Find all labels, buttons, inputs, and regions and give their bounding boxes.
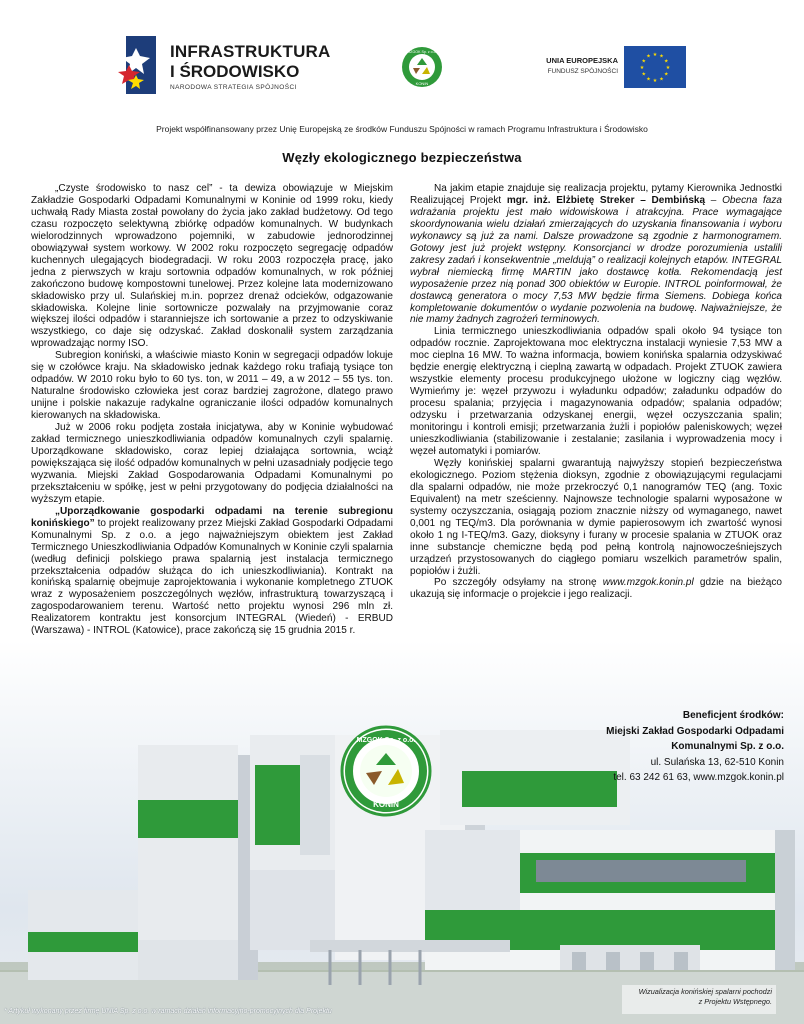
infrastruktura-logo	[118, 36, 331, 96]
article-title: Węzły ekologicznego bezpieczeństwa	[282, 150, 522, 165]
svg-text:★: ★	[641, 58, 646, 65]
mzgok-logo	[401, 46, 443, 88]
svg-text:★: ★	[652, 78, 658, 84]
left-paragraph-4	[31, 506, 393, 637]
signature-line-1: Beneficjent środków:	[682, 710, 784, 721]
right-paragraph-1-intro: Na jakim etapie znajduje się realizacja projektu, pytamy Kierownika Jednostki Realizującej Projekt	[410, 183, 782, 206]
right-paragraph-4-a: Po szczegóły odsyłamy na stronę	[434, 577, 603, 589]
facade-logo-bottom-text: KONIN	[373, 800, 399, 809]
left-paragraph-2: Subregion koniński, a właściwie miasto Konin w segregacji odpadów lokuje się w czołówce kraju. Na składowisko jednak każdego roku trafiają tysiące ton odpadów. W 2010 roku było to 60 tys. ton, w 2011 – 49, a w 2012 – 55 tys. ton. Naturalne środowisko człowieka jest coraz bardziej zagrożone, dlatego prawo unijne i polskie nakazuje radykalne ograniczanie ilości odpadów komunalnych kierowanych na składowiska.	[31, 350, 393, 422]
signature-address: ul. Sulańska 13, 62-510 Konin	[650, 756, 784, 768]
svg-text:★: ★	[646, 76, 651, 83]
caption-line-2: z Projektu Wstępnego.	[698, 997, 772, 1006]
svg-text:★: ★	[664, 58, 669, 65]
right-paragraph-3: Węzły konińskiej spalarni gwarantują najwyższy stopień bezpieczeństwa ekologicznego. Poziom stężenia dioksyn, zgodnie z obowiązującymi regulacjami dla spalarni odpadów, nie może przekroczyć 0,1 nanogramów TEQ (ang. Toxic Equivalent) na metr sześcienny. Najnowsze technologie spalarni wyposażone w systemy oczyszczania, osiągają poziom znacznie niższy od wymaganego, nawet 0,001 ng TEQ/m3. Dla porównania w dymie papierosowym ich zwartość wynosi około 1 ng I-TEQ/m3. Gazy, dioksyny i furany w procesie spalania w ZTUOK oraz inne substancje chemiczne będą pod pełną kontrolą najnowocześniejszych urządzeń przystosowanych do ciągłego pomiaru wszelkich parametrów spalin, popiołów i żużli.	[410, 457, 782, 577]
right-paragraph-2: Linia termicznego unieszkodliwiania odpadów spali około 94 tysiące ton odpadów rocznie. Zaprojektowana moc elektryczna instalacji wyniesie 7,53 MW a moc cieplna 16 MW. To ważna informacja, bowiem konińska spalarnia odzyskiwać będzie energię elektryczną i cieplną zawartą w odpadach. Projekt ZTUOK zawiera wszystkie elementy procesu produkcyjnego ułożone w logiczny ciąg węzłów. Wymieńmy je: węzeł przywozu i wyładunku odpadów; załadunku odpadów do procesu spalania; przyjęcia i magazynowania odpadów; spalania odpadów; odzysku i przetwarzania odzyskanej energii, węzeł oczyszczania spalin; monitoringu i kontroli emisji; przetwarzania żużli i popiołów paleniskowych; węzeł unieszkodliwiania (stabilizowanie i zestalanie; zasilania i wyprowadzenia mocy i węzeł automatyki i pomiarów.	[410, 326, 782, 457]
signature-line-2: Miejski Zakład Gospodarki Odpadami	[606, 725, 784, 737]
eu-flag-icon	[624, 46, 686, 88]
mzgok-logo-bottom-text: KONIN	[415, 81, 429, 86]
logo-left-line3: NARODOWA STRATEGIA SPÓJNOŚCI	[170, 84, 297, 91]
svg-text:★: ★	[646, 53, 651, 60]
right-paragraph-1	[410, 183, 782, 326]
left-paragraph-3: Już w 2006 roku podjęta została inicjatywa, aby w Koninie wybudować zakład termicznego unieszkodliwiania odpadów komunalnych czyli spalarnię. Uporządkowane składowisko, coraz lepiej działająca sortownia, wciąż powiększająca się ilość odpadów komunalnych w pełni uzasadniały podjęcie tego wyzwania. Miejski Zakład Gospodarowania Odpadami Komunalnymi po przekształceniu w spółkę, jest w pełni przygotowany do podjęcia działalności na wyższym etapie.	[31, 422, 393, 505]
svg-text:★: ★	[659, 76, 664, 83]
signature-contact: tel. 63 242 61 63, www.mzgok.konin.pl	[613, 772, 784, 783]
cofinancing-note: Projekt współfinansowany przez Unię Europejską ze środków Funduszu Spójności w ramach Programu Infrastruktura i Środowisko	[156, 124, 648, 134]
right-paragraph-4	[410, 577, 782, 601]
beneficiary-signature	[606, 708, 784, 786]
eu-logo-line1: UNIA EUROPEJSKA	[546, 56, 618, 65]
svg-text:★: ★	[659, 53, 664, 60]
signature-line-3: Komunalnymi Sp. z o.o.	[671, 741, 784, 752]
interviewee-name: mgr. inż. Elżbietę Streker – Dembińską	[506, 194, 706, 206]
visualization-caption	[622, 985, 776, 1014]
logo-left-line2: I ŚRODOWISKO	[170, 62, 300, 81]
incinerator-visualization	[0, 640, 804, 1024]
right-column	[410, 183, 782, 601]
eu-logo-line2: FUNDUSZ SPÓJNOŚCI	[547, 68, 618, 75]
svg-text:★: ★	[641, 71, 646, 78]
website-link[interactable]: www.mzgok.konin.pl	[602, 577, 694, 589]
svg-text:★: ★	[665, 65, 671, 71]
svg-text:★: ★	[664, 71, 669, 78]
project-name: „Uporządkowanie gospodarki odpadami na terenie subregionu konińskiego”	[31, 505, 393, 529]
left-paragraph-1: „Czyste środowisko to nasz cel” - ta dewiza obowiązuje w Miejskim Zakładzie Gospodarki Odpadami Komunalnymi w Koninie od 1999 roku, kiedy uchwałą Rady Miasta został powołany do życia jako zakład budżetowy. Od tego czasu rozpoczęto selektywną zbiórkę odpadów komunalnych. W budynkach wielorodzinnych wprowadzono pojemniki, w zabudowie jednorodzinnej obowiązywał system workowy. W 2002 roku rozpoczęto segregację odpadów kuchennych ulegających biodegradacji. W roku 2003 rozpoczęła pracę, jako jedna z pierwszych w kraju sortownia odpadów komunalnych, w rok później zakończono budowę kompostowni tunelowej. Przez kolejne lata modernizowano składowisko przy ul. Sulańskiej m.in. poprzez drenaż odcieków, odgazowanie składowiska. Kolejne linie sortownicze pozwalały na przyjmowanie coraz większej ilości odpadów i staranniejsze ich sortowanie a przez to odzyskiwanie wszystkiego, co daje się odzyskać. Zakład doskonalił system zarządzania wprowadzając normy ISO.	[31, 183, 393, 350]
mzgok-logo-top-text: MZGOK Sp. z o.o.	[407, 49, 437, 54]
mzgok-facade-logo	[340, 725, 432, 817]
left-column	[31, 183, 393, 637]
logo-left-line1: INFRASTRUKTURA	[170, 42, 331, 61]
facade-logo-top-text: MZGOK Sp. z o.o.	[356, 737, 416, 744]
left-paragraph-4-text: to projekt realizowany przez Miejski Zakład Gospodarki Odpadami Komunalnymi Sp. z o.o. a jego najważniejszym obiektem jest Zakład Termicznego Unieszkodliwiania Odpadów Komunalnych w Koninie czyli spalarnia (według definicji polskiego prawa spalarnią jest instalacja termicznego przekształcenia odpadów służąca do ich unieszkodliwiania). Kontrakt na konińską spalarnię obejmuje zaprojektowania i wykonanie kompletnego ZTUOK wraz z wyposażeniem poszczególnych węzłów, infrastrukturą towarzyszącą i zagospodarowaniem terenu. Wartość netto projektu wynosi 296 mln zł. Realizatorem kontraktu jest konsorcjum INTEGRAL (Wiedeń) - ERBUD (Warszawa) - INTROL (Katowice), prace zakończą się 15 grudnia 2015 r.	[31, 517, 393, 637]
infrastruktura-flag-icon	[118, 36, 162, 94]
svg-text:★: ★	[639, 65, 645, 71]
svg-text:★: ★	[652, 52, 658, 58]
footnote: * Artykuł wykonany przez firmę UNIA Sp. z o.o. w ramach działań informacyjno-promocyjnych dla Projektu	[4, 1008, 332, 1015]
eu-logo	[528, 46, 688, 88]
right-paragraph-4-b: gdzie na bieżąco ukazują się informacje o projekcie i jego realizacji.	[410, 577, 782, 601]
caption-line-1: Wizualizacja konińskiej spalarni pochodzi	[638, 987, 772, 996]
interview-quote: – Obecna faza wdrażania projektu jest mało widowiskowa i atrakcyjna. Prace wymagające skoordynowania wielu działań zmierzających do uzyskania finansowania i wyboru wykonawcy są już za nami. Dalsze prowadzone są zgodnie z harmonogramem. Gotowy jest już projekt wstępny. Konsorcjanci w drodze porozumienia ustalili zakresy zadań i konsekwentnie „meldują” o realizacji kolejnych etapów. INTEGRAL wybrał niemiecką firmę MARTIN jako dostawcę kotła. Rekomendacją jest wyposażenie przez nią ponad 300 obiektów w Europie. INTROL poinformował, że dostawcą generatora o mocy 7,53 MW będzie firma Siemens. Dobiega końca kompletowanie dokumentów o wydanie pozwolenia na budowę. Najważniejsze, że nie mamy żadnych zagrożeń terminowych.	[410, 194, 782, 326]
